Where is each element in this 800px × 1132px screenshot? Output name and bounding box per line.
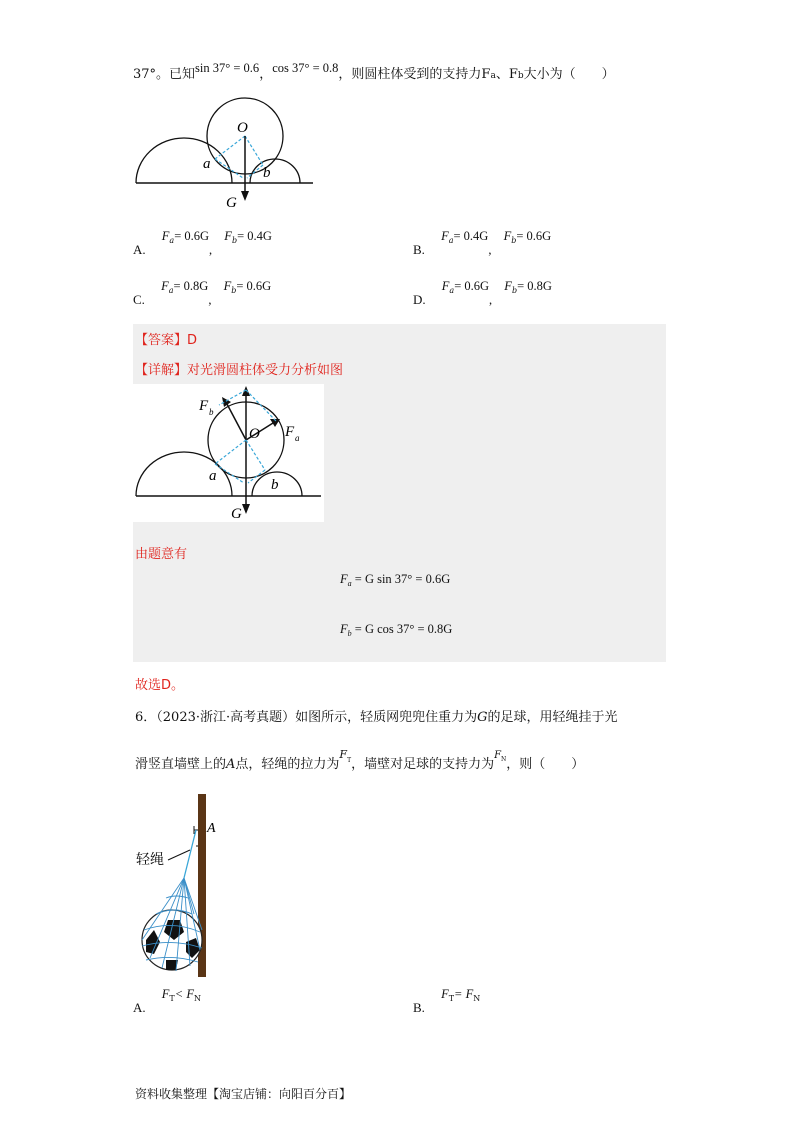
q6-fn-sub: N <box>501 756 507 763</box>
equation-1: $F_a = G$ sin 37° = 0.6G <box>340 572 451 588</box>
q6-line2-b: 点，轻绳的拉力为 <box>235 757 340 772</box>
label-fb-sub: b <box>209 407 214 417</box>
q5-stem <box>133 63 615 82</box>
q6-point-a: A <box>226 757 236 772</box>
stem-end: 大小为（ ） <box>523 67 615 82</box>
q6-option-a[interactable]: A. $F_T< F_N$ <box>133 987 201 1015</box>
reasoning-text: 由题意有 <box>135 547 188 562</box>
equation-2: $F_b = G$ cos 37° = 0.8G <box>340 622 453 638</box>
label-a: A <box>207 821 216 836</box>
option-sub1: T <box>448 994 455 1003</box>
q5-option-b[interactable]: B. $F_a= 0.4G$, $F_b= 0.6G$ <box>413 229 552 257</box>
q6-g: G <box>477 710 488 725</box>
stem-sep: ， <box>259 67 273 82</box>
eq2-rhs: = G cos 37° = 0.8G <box>354 622 453 636</box>
rope-label: 轻绳 <box>136 852 164 868</box>
eq1-sub: a <box>347 579 352 588</box>
option-expr: < F <box>174 987 194 1001</box>
option-sub2: N <box>193 994 201 1003</box>
q6-line1-tail: 的足球，用轻绳挂于光 <box>487 710 618 725</box>
cos-expr: cos 37° = 0.8 <box>272 61 339 75</box>
q6-line2-a: 滑竖直墙壁上的 <box>135 757 227 772</box>
page-footer: 资料收集整理【淘宝店铺：向阳百分百】 <box>135 1087 352 1101</box>
label-b: b <box>263 165 271 181</box>
option-fb: = 0.6G <box>236 279 272 293</box>
detail-tag: 【详解】对光滑圆柱体受力分析如图 <box>135 363 344 378</box>
option-fa: = 0.6G <box>454 279 490 293</box>
force-diagram <box>133 384 324 522</box>
q6-line2-c: ，墙壁对足球的支持力为 <box>351 757 495 772</box>
football-wall-figure <box>130 790 230 980</box>
label-g: G <box>231 506 242 522</box>
label-fb: F <box>199 398 209 414</box>
label-o: O <box>249 426 260 442</box>
option-fb: = 0.6G <box>516 229 552 243</box>
q6-line2-d: ，则（ ） <box>506 757 585 772</box>
option-fa: = 0.4G <box>453 229 489 243</box>
q5-option-a[interactable]: A. $F_a= 0.6G$, $F_b= 0.4G$ <box>133 229 272 257</box>
q6-ft-sub: T <box>347 757 352 764</box>
option-letter: D. <box>413 292 426 307</box>
q6-option-b[interactable]: B. $F_T= F_N$ <box>413 987 481 1015</box>
label-fa: F <box>285 424 295 440</box>
option-expr: = F <box>454 987 474 1001</box>
option-letter: A. <box>133 1000 146 1015</box>
option-sub2: N <box>473 994 481 1003</box>
option-fa: = 0.6G <box>174 229 210 243</box>
label-a: a <box>203 156 211 172</box>
stem-sub-b: b <box>517 71 524 81</box>
option-letter: C. <box>133 292 145 307</box>
stem-tail: ，则圆柱体受到的支持力F <box>338 67 491 82</box>
conclusion: 故选D。 <box>135 678 185 693</box>
q5-option-d[interactable]: D. $F_a= 0.6G$, $F_b= 0.8G$ <box>413 279 552 307</box>
stem-mid: 、F <box>495 67 518 82</box>
option-letter: B. <box>413 242 425 257</box>
sin-expr: sin 37° = 0.6 <box>195 61 260 75</box>
q5-option-c[interactable]: C. $F_a= 0.8G$, $F_b= 0.6G$ <box>133 279 272 307</box>
eq2-sub: b <box>347 629 352 638</box>
label-b: b <box>271 477 279 493</box>
label-fa-sub: a <box>295 433 300 443</box>
q6-line1-text: 6．（2023·浙江·高考真题）如图所示，轻质网兜兜住重力为 <box>135 710 478 725</box>
eq1-rhs: = G sin 37° = 0.6G <box>354 572 451 586</box>
stem-sub-a: a <box>490 71 496 81</box>
option-sub1: T <box>169 994 175 1003</box>
label-o: O <box>237 120 248 136</box>
label-g: G <box>226 195 237 211</box>
cylinder-figure-1 <box>133 95 318 213</box>
option-fb: = 0.8G <box>517 279 552 293</box>
option-letter: B. <box>413 1000 425 1015</box>
q6-line-2: 滑竖直墙壁上的A点，轻绳的拉力为$^{FT}$，墙壁对足球的支持力为$^{FN}$，则（ ） <box>135 748 585 772</box>
option-fb: = 0.4G <box>237 229 272 243</box>
option-fa: = 0.8G <box>173 279 209 293</box>
answer-tag: 【答案】D <box>135 333 198 348</box>
q6-line-1 <box>135 706 618 725</box>
label-a: a <box>209 468 217 484</box>
stem-lead: 37°。已知 <box>133 67 196 82</box>
option-letter: A. <box>133 242 146 257</box>
